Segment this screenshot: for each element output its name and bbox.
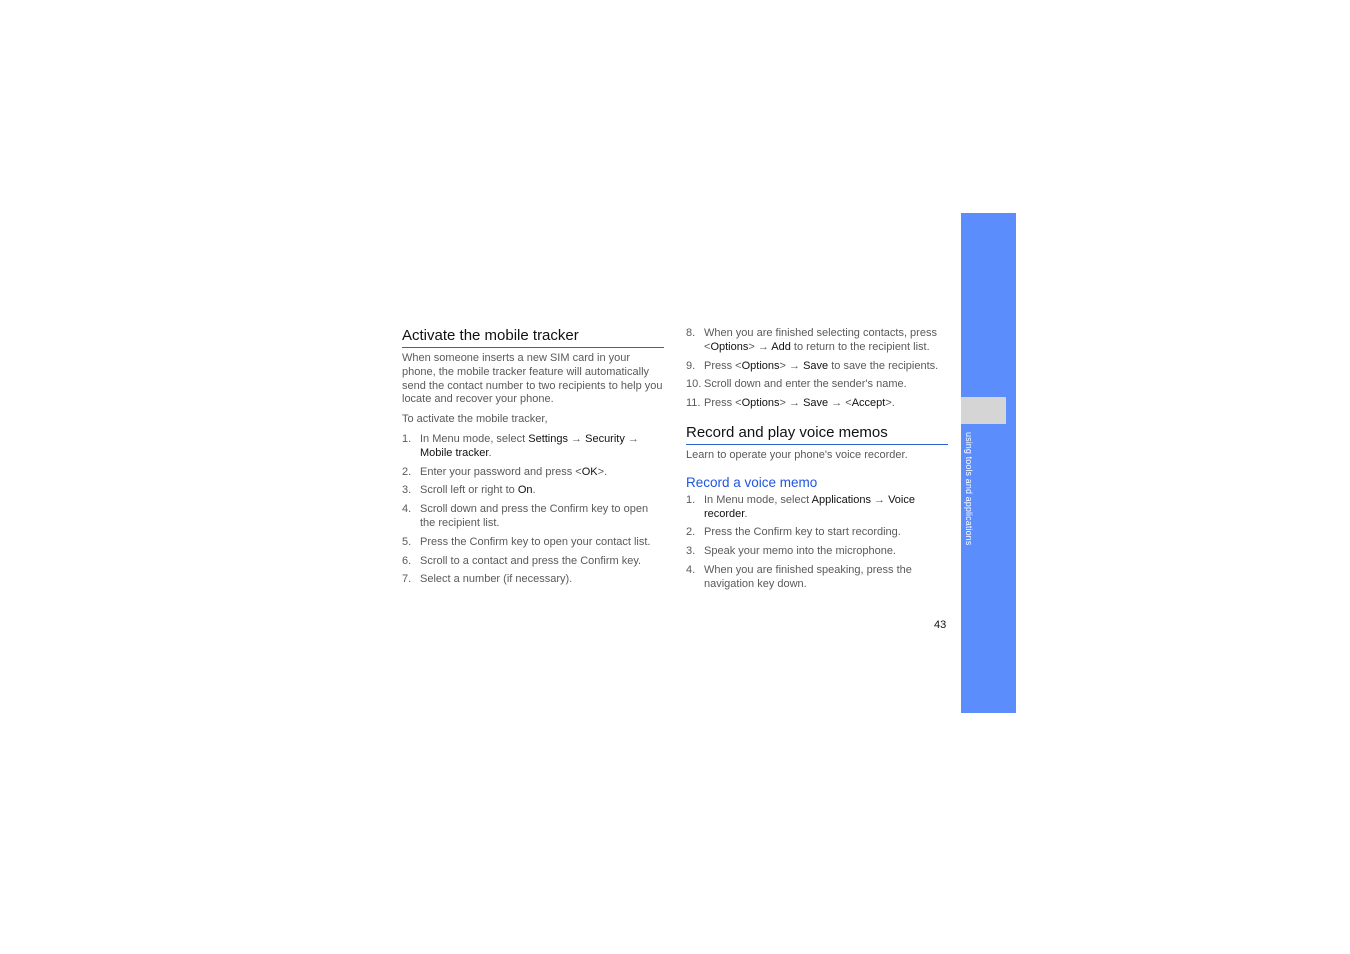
- list-item: [686, 545, 948, 559]
- step-text: When you are finished speaking, press the navigation key down.: [704, 563, 912, 590]
- step-number: 2.: [402, 465, 412, 478]
- step-text: In Menu mode, select: [420, 432, 529, 445]
- mobile-tracker-intro: When someone inserts a new SIM card in your phone, the mobile tracker feature will automatically send the contact number to two recipients to help you locate and recover your phone.: [402, 352, 663, 406]
- list-item: [686, 360, 948, 374]
- step-text: >.: [885, 397, 895, 410]
- list-item: [402, 433, 664, 461]
- step-text: >.: [597, 465, 608, 478]
- step-text: > →: [748, 340, 772, 353]
- right-column: [686, 326, 948, 592]
- step-text: > →: [779, 359, 804, 372]
- step-number: 5.: [402, 535, 412, 548]
- section-heading-mobile-tracker: Activate the mobile tracker: [402, 326, 664, 348]
- step-number: 6.: [402, 554, 412, 567]
- step-text: Select a number (if necessary).: [420, 573, 573, 586]
- step-text: →: [624, 432, 639, 445]
- list-item: [686, 397, 948, 411]
- menu-term: OK: [581, 465, 598, 478]
- list-item: [402, 555, 664, 569]
- step-number: 3.: [686, 545, 696, 558]
- list-item: [402, 484, 664, 498]
- list-item: [686, 327, 948, 355]
- step-text: In Menu mode, select: [704, 493, 812, 506]
- step-text: Press <: [704, 359, 742, 372]
- list-item: [402, 536, 664, 550]
- list-item: [686, 494, 948, 522]
- list-item: [402, 503, 664, 531]
- step-number: 4.: [686, 563, 696, 576]
- menu-term: Options: [741, 397, 780, 410]
- menu-term: Save: [803, 397, 829, 410]
- step-number: 3.: [402, 484, 412, 497]
- menu-term: Save: [803, 359, 829, 372]
- record-voice-memo-steps: [686, 494, 948, 592]
- menu-term: Options: [710, 340, 749, 353]
- voice-memos-intro: Learn to operate your phone's voice recorder.: [686, 448, 908, 461]
- list-item: [402, 466, 664, 480]
- menu-term: On: [517, 484, 533, 497]
- step-number: 10.: [686, 378, 702, 391]
- list-item: [686, 564, 948, 592]
- menu-term: Accept: [851, 397, 886, 410]
- section-heading-voice-memos: Record and play voice memos: [686, 423, 948, 445]
- mobile-tracker-lead: To activate the mobile tracker,: [402, 413, 548, 426]
- step-text: Press the Confirm key to start recording.: [704, 526, 901, 539]
- step-text: to return to the recipient list.: [790, 340, 930, 353]
- step-text: Scroll to a contact and press the Confirm key.: [420, 554, 642, 567]
- step-text: Scroll down and enter the sender's name.: [704, 378, 907, 391]
- list-item: [686, 378, 948, 392]
- subheading-record-voice-memo: Record a voice memo: [686, 474, 818, 490]
- step-number: 1.: [686, 493, 696, 506]
- step-text: → <: [828, 397, 852, 410]
- mobile-tracker-steps: [402, 433, 664, 587]
- step-text: →: [870, 493, 889, 506]
- chapter-tab-marker: [961, 397, 1006, 424]
- step-number: 1.: [402, 432, 412, 445]
- menu-term: Settings: [528, 432, 568, 445]
- step-number: 2.: [686, 526, 696, 539]
- page-number: 43: [934, 619, 947, 631]
- menu-term: Applications: [811, 493, 871, 506]
- step-text: .: [532, 484, 536, 497]
- step-text: Scroll down and press the Confirm key to open the recipient list.: [420, 503, 649, 529]
- step-text: .: [488, 446, 492, 459]
- step-text: Scroll left or right to: [420, 484, 518, 497]
- step-number: 9.: [686, 359, 696, 372]
- left-column: [402, 326, 664, 587]
- step-text: > →: [779, 397, 804, 410]
- mobile-tracker-steps-continued: [686, 327, 948, 411]
- menu-term: Options: [741, 359, 780, 372]
- step-text: Enter your password and press <: [420, 465, 582, 478]
- list-item: [402, 573, 664, 587]
- step-text: When you are finished selecting contacts, press <: [704, 327, 937, 353]
- step-text: Speak your memo into the microphone.: [704, 545, 896, 558]
- step-number: 4.: [402, 503, 412, 516]
- step-text: →: [567, 432, 586, 445]
- chapter-side-label: using tools and applications: [964, 432, 974, 546]
- list-item: [686, 526, 948, 540]
- menu-term: Add: [771, 340, 791, 353]
- menu-term: Voice recorder: [704, 493, 915, 520]
- step-text: Press the Confirm key to open your contact list.: [420, 535, 651, 548]
- step-text: Press <: [704, 397, 742, 410]
- step-number: 8.: [686, 327, 696, 339]
- step-text: to save the recipients.: [828, 359, 939, 372]
- menu-term: Security: [585, 432, 625, 445]
- menu-term: Mobile tracker: [420, 446, 489, 459]
- step-number: 11.: [686, 397, 701, 410]
- step-text: .: [744, 507, 748, 520]
- step-number: 7.: [402, 573, 412, 586]
